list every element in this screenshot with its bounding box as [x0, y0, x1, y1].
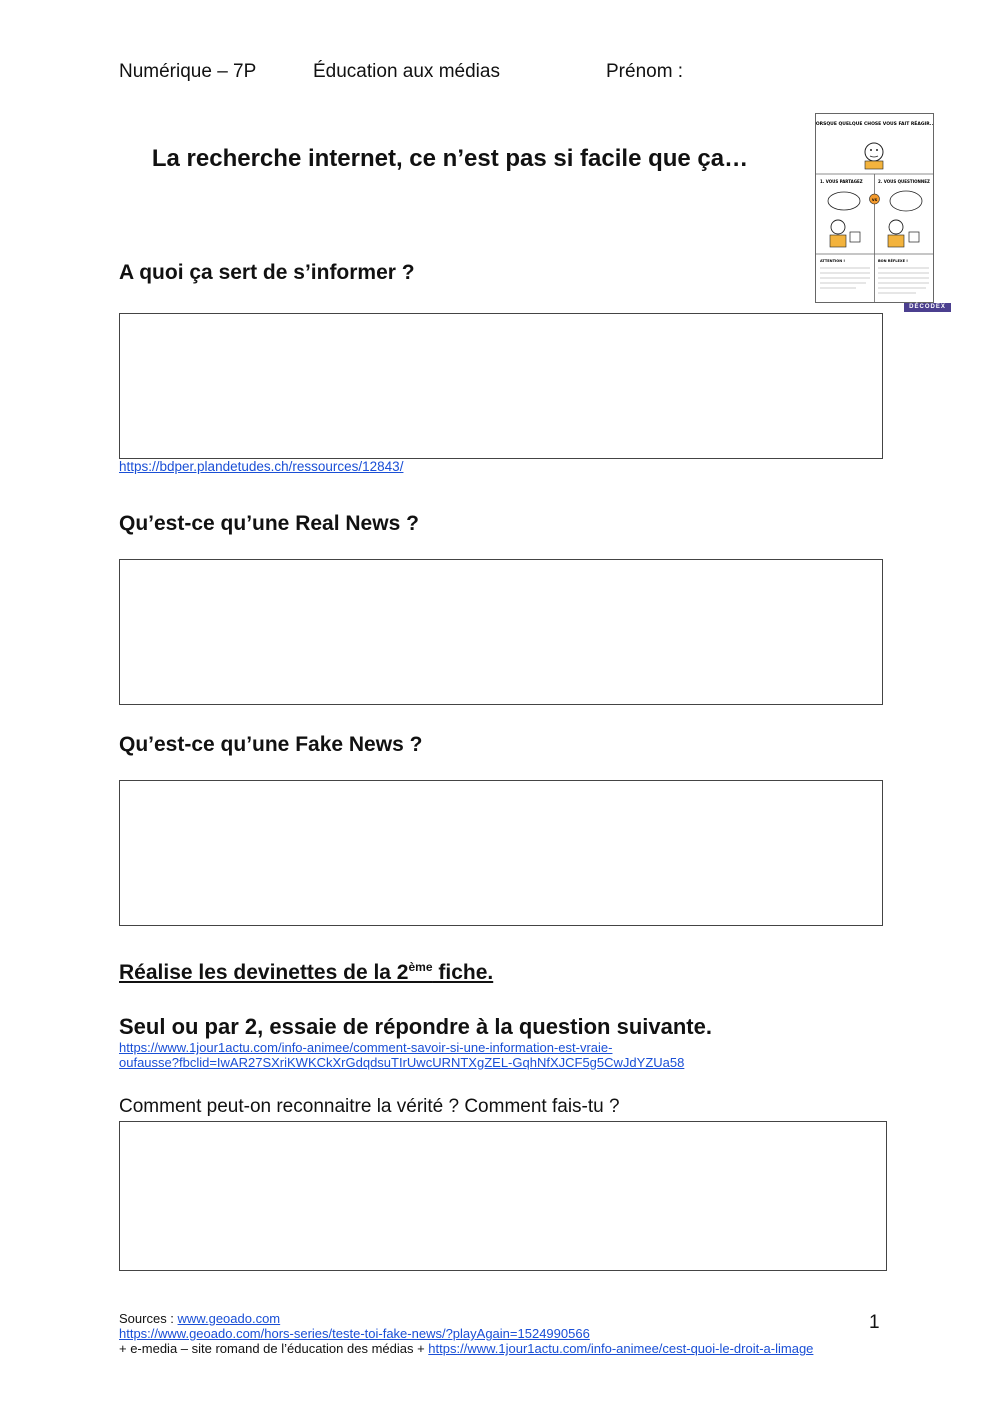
- answer-box-fake-news[interactable]: [119, 780, 883, 926]
- comic-vs-label: VS: [871, 198, 878, 202]
- comic-illustration: [816, 114, 933, 302]
- comic-note2-title: BON RÉFLEXE !: [878, 259, 908, 263]
- comic-top-text: LORSQUE QUELQUE CHOSE VOUS FAIT RÉAGIR...: [816, 122, 933, 127]
- answer-box-truth[interactable]: [119, 1121, 887, 1271]
- task-riddles-end: fiche.: [432, 961, 494, 984]
- footer-line2: [119, 1326, 590, 1341]
- decodex-badge: DÉCODEX: [904, 303, 951, 312]
- question-fake-news: Qu’est-ce qu’une Fake News ?: [119, 733, 423, 756]
- footer-line3: [119, 1341, 813, 1356]
- geoado-quiz-link[interactable]: https://www.geoado.com/hors-series/teste-toi-fake-news/?playAgain=1524990566: [119, 1326, 590, 1341]
- page-title: La recherche internet, ce n’est pas si facile que ça…: [151, 145, 749, 172]
- bdper-link[interactable]: https://bdper.plandetudes.ch/ressources/12843/: [119, 459, 404, 474]
- header-name-label: Prénom :: [606, 61, 684, 82]
- header-subject: Numérique – 7P: [119, 61, 257, 82]
- comic-panel1-title: 1. VOUS PARTAGEZ: [820, 179, 863, 184]
- task-answer-question: Seul ou par 2, essaie de répondre à la question suivante.: [119, 1014, 712, 1039]
- footer-sources-line: [119, 1311, 280, 1326]
- 1jour1actu-link-line2[interactable]: oufausse?fbclid=IwAR27SXriKWKCkXrGdqdsuTIrUwcURNTXgZEL-GqhNfXJCF5g5CwJdYZUa58: [119, 1055, 685, 1070]
- decodex-comic-image: [815, 113, 934, 303]
- question-real-news: Qu’est-ce qu’une Real News ?: [119, 512, 419, 535]
- header-course: Éducation aux médias: [313, 61, 500, 82]
- 1jour1actu-link-line1[interactable]: https://www.1jour1actu.com/info-animee/comment-savoir-si-une-information-est-vraie-: [119, 1040, 613, 1055]
- footer-sources-label: Sources :: [119, 1311, 178, 1326]
- task-riddles-text: Réalise les devinettes de la 2: [119, 961, 409, 984]
- question-truth: Comment peut-on reconnaitre la vérité ? Comment fais-tu ?: [119, 1096, 620, 1117]
- footer-emedia-text: + e-media – site romand de l’éducation des médias +: [119, 1341, 429, 1356]
- comic-note1-title: ATTENTION !: [820, 259, 846, 263]
- task-riddles: [119, 961, 493, 985]
- droit-image-link[interactable]: https://www.1jour1actu.com/info-animee/cest-quoi-le-droit-a-limage: [428, 1341, 814, 1356]
- comic-panel2-title: 2. VOUS QUESTIONNEZ: [878, 179, 930, 184]
- answer-box-why-inform[interactable]: [119, 313, 883, 459]
- answer-box-real-news[interactable]: [119, 559, 883, 705]
- question-why-inform: A quoi ça sert de s’informer ?: [119, 261, 415, 284]
- geoado-link[interactable]: www.geoado.com: [177, 1311, 281, 1326]
- page-number: 1: [869, 1312, 880, 1333]
- task-riddles-sup: ème: [408, 960, 433, 974]
